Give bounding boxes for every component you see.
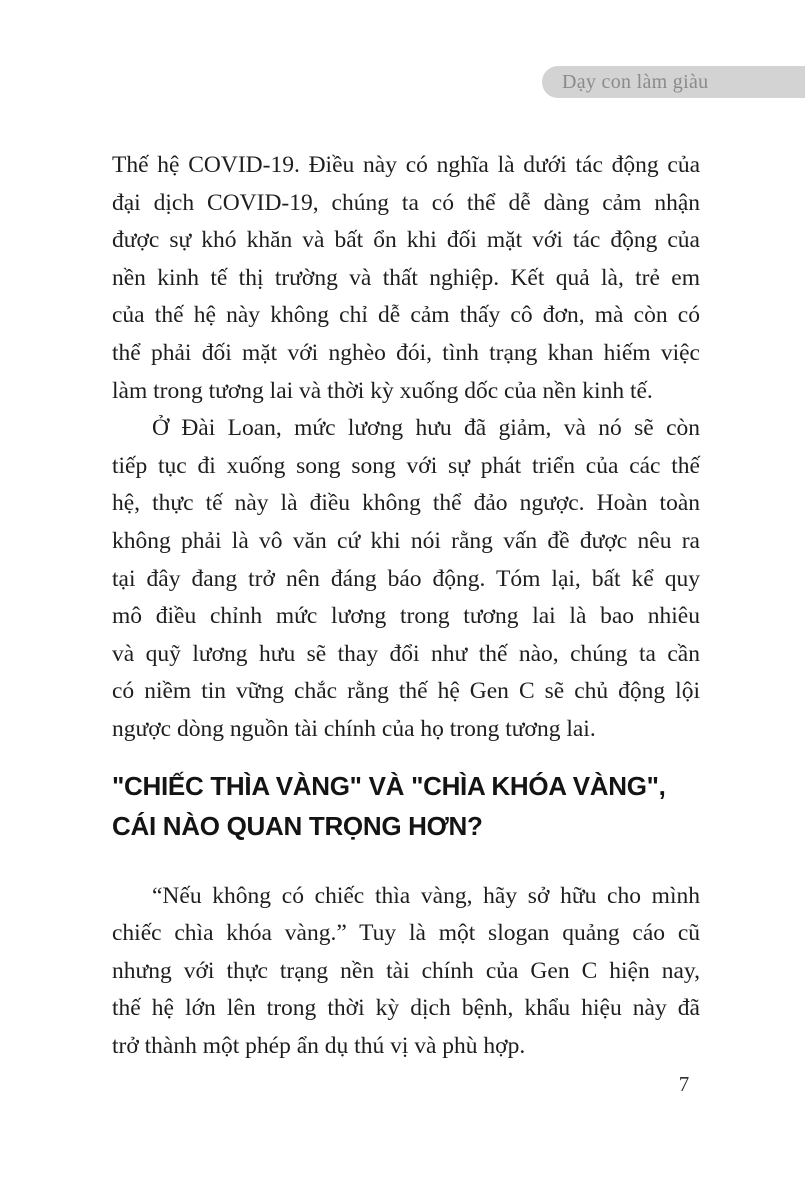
paragraph [112, 410, 700, 748]
text-line: đại dịch COVID-19, chúng ta có thể dễ dàng cảm nhận [112, 189, 700, 216]
page-number: 7 [678, 1072, 690, 1096]
text-line: Thế hệ COVID-19. Điều này có nghĩa là dưới tác động của [112, 152, 700, 178]
text-line: có niềm tin vững chắc rằng thế hệ Gen C sẽ chủ động lội [112, 678, 700, 705]
text-line: ngược dòng nguồn tài chính của họ trong tương lai. [112, 715, 596, 742]
text-line: tiếp tục đi xuống song song với sự phát triển của các thế [112, 452, 700, 479]
text-line: Ở Đài Loan, mức lương hưu đã giảm, và nó sẽ còn [152, 415, 700, 442]
text-line: thế hệ lớn lên trong thời kỳ dịch bệnh, khẩu hiệu này đã [112, 995, 700, 1022]
heading-line: CÁI NÀO QUAN TRỌNG HƠN? [112, 810, 483, 841]
page-content [112, 147, 700, 1065]
running-header-title: Dạy con làm giàu [562, 70, 709, 93]
text-line: trở thành một phép ẩn dụ thú vị và phù hợp. [112, 1032, 526, 1059]
text-line: được sự khó khăn và bất ổn khi đối mặt với tác động của [112, 227, 700, 254]
text-line: không phải là vô văn cứ khi nói rằng vấn đề được nêu ra [112, 527, 700, 554]
paragraph [112, 147, 700, 410]
text-line: hệ, thực tế này là điều không thể đảo ngược. Hoàn toàn [112, 490, 700, 517]
text-line: thể phải đối mặt với nghèo đói, tình trạng khan hiếm việc [112, 339, 700, 366]
text-line: mô điều chỉnh mức lương trong tương lai là bao nhiêu [112, 603, 700, 630]
heading-line: "CHIẾC THÌA VÀNG" VÀ "CHÌA KHÓA VÀNG", [112, 770, 666, 801]
section-heading [112, 766, 700, 846]
paragraph [112, 878, 700, 1066]
text-line: tại đây đang trở nên đáng báo động. Tóm lại, bất kể quy [112, 565, 700, 592]
text-line: của thế hệ này không chỉ dễ cảm thấy cô đơn, mà còn có [112, 302, 700, 329]
text-line: nền kinh tế thị trường và thất nghiệp. Kết quả là, trẻ em [112, 264, 700, 291]
text-line: “Nếu không có chiếc thìa vàng, hãy sở hữu cho mình [152, 882, 700, 909]
text-line: chiếc chìa khóa vàng.” Tuy là một slogan quảng cáo cũ [112, 920, 700, 947]
text-line: làm trong tương lai và thời kỳ xuống dốc của nền kinh tế. [112, 377, 653, 404]
text-line: nhưng với thực trạng nền tài chính của Gen C hiện nay, [112, 957, 700, 984]
running-header-pill [542, 66, 805, 98]
text-line: và quỹ lương hưu sẽ thay đổi như thế nào, chúng ta cần [112, 640, 700, 667]
